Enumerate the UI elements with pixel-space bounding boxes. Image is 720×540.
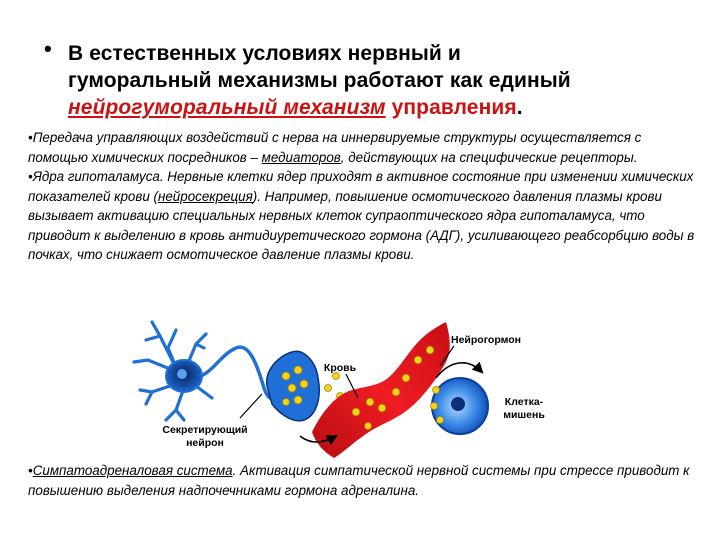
target-cell-nucleus bbox=[451, 397, 465, 411]
label-blood: Кровь bbox=[323, 362, 357, 374]
paragraph-hypothalamus-start: •Ядра гипоталамуса. Нервные клетки ядер приходят в активное состояние при изменении химических показателей крови ( bbox=[28, 169, 694, 204]
title-end: . bbox=[516, 96, 523, 119]
title-line-1: В естественных условиях нервный и bbox=[68, 42, 461, 65]
label-neurohormone: Нейрогормон bbox=[450, 334, 521, 346]
footer-sentence: . Активация симпатической нервной системы при стрессе приводит к повышению выделения надпочечниками гормона адреналина. bbox=[28, 463, 690, 498]
title-line-2: гуморальный механизмы работают как единый bbox=[68, 69, 571, 92]
link-sympathoadrenal-system[interactable]: Симпатоадреналовая система bbox=[32, 463, 233, 478]
title-bullet: • bbox=[44, 36, 52, 61]
paragraph-hypothalamus-end: ). Например, повышение осмотического давления плазмы крови вызывает активацию специальных нервных клеток супраоптического ядра гипоталамуса, что приводит к выделению в кровь антидиуретического гормона (АДГ), усиливающего реабсорбцию воды в почках, что снижает осмотическое давление плазмы крови. bbox=[28, 188, 695, 262]
footer-bullet: • bbox=[28, 463, 33, 478]
paragraph-mediators-end: , действующих на специфические рецепторы. bbox=[340, 149, 638, 165]
footer-text bbox=[28, 461, 704, 500]
title-tail: управления bbox=[385, 96, 517, 119]
link-neurosecretion[interactable]: нейросекреция bbox=[157, 188, 253, 204]
link-mediators[interactable]: медиаторов bbox=[261, 149, 341, 165]
label-secreting-neuron: Секретирующий нейрон bbox=[162, 424, 248, 449]
neuron-nucleus bbox=[177, 369, 187, 379]
title-highlight-term[interactable]: нейрогуморальный механизм bbox=[68, 96, 386, 119]
paragraph-mediators-start: •Передача управляющих воздействий с нерва на иннервируемые структуры осуществляется с помощью химических посредников – bbox=[28, 130, 642, 165]
label-target-cell: Клетка- мишень bbox=[503, 396, 545, 421]
released-hormone-particles bbox=[325, 373, 344, 400]
neuron-label-pointer bbox=[240, 394, 262, 418]
